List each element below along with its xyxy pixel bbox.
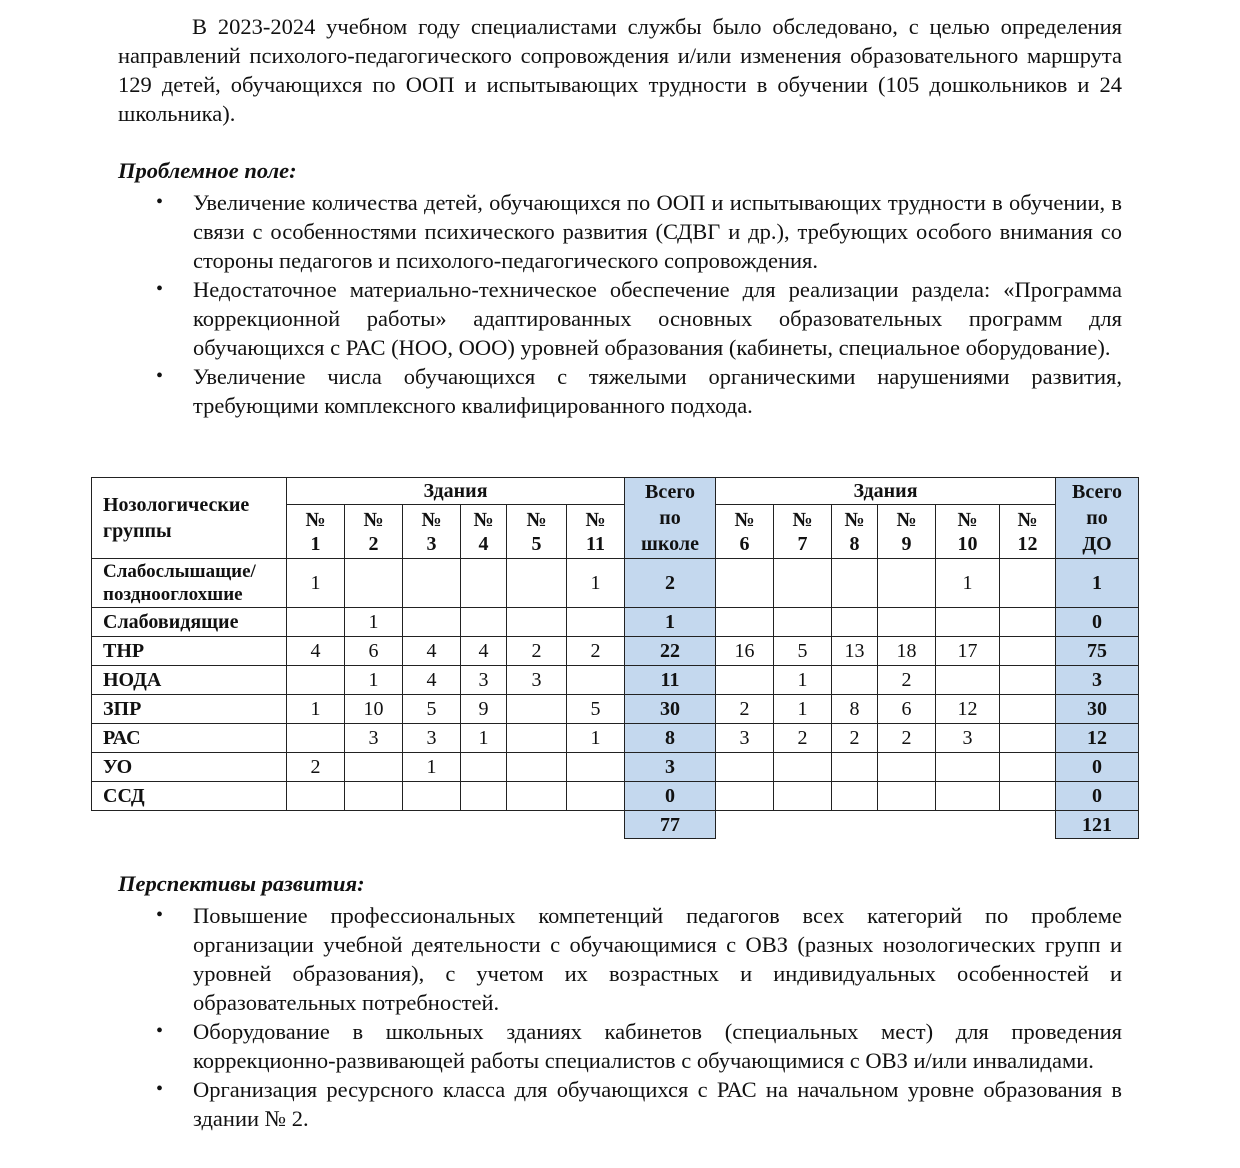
table-cell (461, 559, 507, 608)
table-cell: 2 (878, 666, 936, 695)
empty-cell (716, 811, 774, 839)
table-cell: 1 (287, 559, 345, 608)
table-cell: 6 (345, 637, 403, 666)
bullet-icon: • (156, 365, 164, 387)
grand-total-do: 121 (1056, 811, 1139, 839)
table-cell (287, 608, 345, 637)
table-cell (567, 608, 625, 637)
table-cell: 3 (461, 666, 507, 695)
do-total-cell: 12 (1056, 724, 1139, 753)
prospects-item: • Организация ресурсного класса для обучающихся с РАС на начальном уровне образования в здании № 2. (156, 1077, 1122, 1131)
table-cell: 2 (716, 695, 774, 724)
table-cell: 4 (287, 637, 345, 666)
row-name: НОДА (92, 666, 287, 695)
table-cell: 5 (774, 637, 832, 666)
do-total-cell: 1 (1056, 559, 1139, 608)
table-cell (774, 782, 832, 811)
table-cell: 5 (403, 695, 461, 724)
table-body (92, 559, 1139, 839)
table-cell (1000, 724, 1056, 753)
grand-total-school: 77 (625, 811, 716, 839)
problems-item: • Увеличение количества детей, обучающихся по ООП и испытывающих трудности в обучении, в связи с особенностями психического развития (СДВГ и др.), требующих особого внимания со стороны педагогов и психолого-педагогического сопровождения. (156, 190, 1122, 273)
do-total-cell: 0 (1056, 782, 1139, 811)
table-cell: 2 (878, 724, 936, 753)
nosology-table (91, 477, 1139, 839)
table-cell: 4 (403, 666, 461, 695)
table-cell (832, 559, 878, 608)
building-number: № 10 (936, 505, 1000, 559)
empty-cell (936, 811, 1000, 839)
school-total-cell: 2 (625, 559, 716, 608)
empty-cell (461, 811, 507, 839)
table-cell (1000, 782, 1056, 811)
table-cell (716, 753, 774, 782)
table-cell: 1 (567, 559, 625, 608)
table-cell (345, 559, 403, 608)
table-cell (936, 666, 1000, 695)
table-cell (936, 782, 1000, 811)
table-cell (461, 753, 507, 782)
table-cell: 2 (507, 637, 567, 666)
table-cell: 3 (345, 724, 403, 753)
table-cell (716, 608, 774, 637)
empty-cell (345, 811, 403, 839)
building-number: № 3 (403, 505, 461, 559)
total-do-header: Всего по ДО (1056, 478, 1139, 559)
table-cell: 8 (832, 695, 878, 724)
empty-cell (507, 811, 567, 839)
row-name: ТНР (92, 637, 287, 666)
table-cell: 4 (403, 637, 461, 666)
table-cell (507, 695, 567, 724)
table-cell (461, 782, 507, 811)
table-row (92, 637, 1139, 666)
table-cell: 1 (774, 666, 832, 695)
table-cell: 4 (461, 637, 507, 666)
building-number: № 6 (716, 505, 774, 559)
table-cell (287, 724, 345, 753)
table-cell (507, 782, 567, 811)
table-cell (832, 782, 878, 811)
table-cell: 9 (461, 695, 507, 724)
table-cell (507, 724, 567, 753)
table-cell (716, 559, 774, 608)
do-total-cell: 75 (1056, 637, 1139, 666)
empty-cell (878, 811, 936, 839)
prospects-title: Перспективы развития: (118, 871, 365, 896)
table-cell (774, 753, 832, 782)
table-cell: 2 (832, 724, 878, 753)
table-cell (832, 608, 878, 637)
table-cell (1000, 753, 1056, 782)
table-cell: 3 (936, 724, 1000, 753)
table-cell: 2 (567, 637, 625, 666)
total-school-header: Всего по школе (625, 478, 716, 559)
table-cell (832, 753, 878, 782)
row-name: РАС (92, 724, 287, 753)
table-row (92, 559, 1139, 608)
table-cell: 5 (567, 695, 625, 724)
table-cell (287, 666, 345, 695)
table-row (92, 753, 1139, 782)
table-cell (878, 782, 936, 811)
problems-item: • Недостаточное материально-техническое обеспечение для реализации раздела: «Программа коррекционной работы» адаптированных основных образовательных программ для обучающихся с РАС (НОО, ООО) уровней образования (кабинеты, специальное оборудование). (156, 277, 1122, 360)
table-cell (345, 782, 403, 811)
building-number: № 2 (345, 505, 403, 559)
school-total-cell: 30 (625, 695, 716, 724)
table-row (92, 724, 1139, 753)
do-total-cell: 0 (1056, 753, 1139, 782)
table-cell (936, 608, 1000, 637)
do-total-cell: 3 (1056, 666, 1139, 695)
table-cell (403, 608, 461, 637)
table-cell: 1 (345, 608, 403, 637)
prospects-item: • Повышение профессиональных компетенций педагогов всех категорий по проблеме организации учебной деятельности с обучающимися с ОВЗ (разных нозологических групп и уровней образования), с учетом их возрастных и индивидуальных особенностей и образовательных потребностей. (156, 903, 1122, 1015)
problems-list (118, 188, 1122, 420)
do-total-cell: 0 (1056, 608, 1139, 637)
table-cell (1000, 559, 1056, 608)
table-cell (1000, 666, 1056, 695)
table-cell (1000, 608, 1056, 637)
table-cell (507, 559, 567, 608)
building-number: № 1 (287, 505, 345, 559)
empty-cell (1000, 811, 1056, 839)
building-number: № 11 (567, 505, 625, 559)
table-cell (878, 608, 936, 637)
table-cell (461, 608, 507, 637)
building-number: № 5 (507, 505, 567, 559)
table-cell (567, 782, 625, 811)
table-cell: 1 (774, 695, 832, 724)
row-name: Слабовидящие (92, 608, 287, 637)
table-row (92, 782, 1139, 811)
table-cell (716, 666, 774, 695)
school-total-cell: 3 (625, 753, 716, 782)
bullet-icon: • (156, 1020, 164, 1042)
empty-cell (92, 811, 287, 839)
row-name: Слабослышащие/ позднооглохшие (92, 559, 287, 608)
table-cell: 1 (345, 666, 403, 695)
table-cell: 3 (716, 724, 774, 753)
table-cell (774, 608, 832, 637)
table-cell: 12 (936, 695, 1000, 724)
table-cell: 16 (716, 637, 774, 666)
table-cell: 18 (878, 637, 936, 666)
table-row (92, 666, 1139, 695)
table-cell (1000, 695, 1056, 724)
problems-title: Проблемное поле: (118, 158, 297, 183)
table-cell (716, 782, 774, 811)
group-header: Нозологические группы (92, 478, 287, 559)
intro-paragraph: В 2023-2024 учебном году специалистами службы было обследовано, с целью определения направлений психолого-педагогического сопровождения и/или изменения образовательного маршрута 129 детей, обучающихся по ООП и испытывающих трудности в обучении (105 дошкольников и 24 школьника). (118, 14, 1122, 126)
empty-cell (832, 811, 878, 839)
bullet-icon: • (156, 904, 164, 926)
table-cell (287, 782, 345, 811)
table-cell (507, 753, 567, 782)
row-name: ЗПР (92, 695, 287, 724)
row-name: ССД (92, 782, 287, 811)
table-cell (878, 753, 936, 782)
table-cell (567, 753, 625, 782)
table-cell: 3 (403, 724, 461, 753)
school-total-cell: 0 (625, 782, 716, 811)
empty-cell (287, 811, 345, 839)
bullet-icon: • (156, 191, 164, 213)
table-cell (403, 559, 461, 608)
table-cell (878, 559, 936, 608)
bullet-icon: • (156, 278, 164, 300)
empty-cell (774, 811, 832, 839)
table-cell: 1 (287, 695, 345, 724)
table-cell: 1 (567, 724, 625, 753)
table-cell: 1 (403, 753, 461, 782)
table-cell: 6 (878, 695, 936, 724)
table-cell: 10 (345, 695, 403, 724)
table-cell: 2 (287, 753, 345, 782)
table-cell (936, 753, 1000, 782)
prospects-item: • Оборудование в школьных зданиях кабинетов (специальных мест) для проведения коррекционно-развивающей работы специалистов с обучающимися с ОВЗ и/или инвалидами. (156, 1019, 1122, 1073)
do-buildings-header: Здания (716, 478, 1056, 505)
table-cell: 1 (461, 724, 507, 753)
row-name: УО (92, 753, 287, 782)
building-number: № 7 (774, 505, 832, 559)
building-number: № 12 (1000, 505, 1056, 559)
school-total-cell: 8 (625, 724, 716, 753)
table-cell (403, 782, 461, 811)
table-row (92, 695, 1139, 724)
do-total-cell: 30 (1056, 695, 1139, 724)
grand-total-row (92, 811, 1139, 839)
building-number: № 9 (878, 505, 936, 559)
table-cell: 13 (832, 637, 878, 666)
prospects-list (118, 901, 1122, 1133)
table-cell: 17 (936, 637, 1000, 666)
table-cell (774, 559, 832, 608)
table-cell: 3 (507, 666, 567, 695)
bullet-icon: • (156, 1078, 164, 1100)
table-cell: 1 (936, 559, 1000, 608)
school-total-cell: 1 (625, 608, 716, 637)
building-number: № 4 (461, 505, 507, 559)
building-number: № 8 (832, 505, 878, 559)
school-buildings-header: Здания (287, 478, 625, 505)
table-row (92, 608, 1139, 637)
table-cell (832, 666, 878, 695)
empty-cell (403, 811, 461, 839)
school-total-cell: 22 (625, 637, 716, 666)
table-cell (1000, 637, 1056, 666)
table-cell: 2 (774, 724, 832, 753)
empty-cell (567, 811, 625, 839)
table-cell (345, 753, 403, 782)
table-cell (567, 666, 625, 695)
table-cell (507, 608, 567, 637)
school-total-cell: 11 (625, 666, 716, 695)
problems-item: • Увеличение числа обучающихся с тяжелыми органическими нарушениями развития, требующими комплексного квалифицированного подхода. (156, 364, 1122, 418)
